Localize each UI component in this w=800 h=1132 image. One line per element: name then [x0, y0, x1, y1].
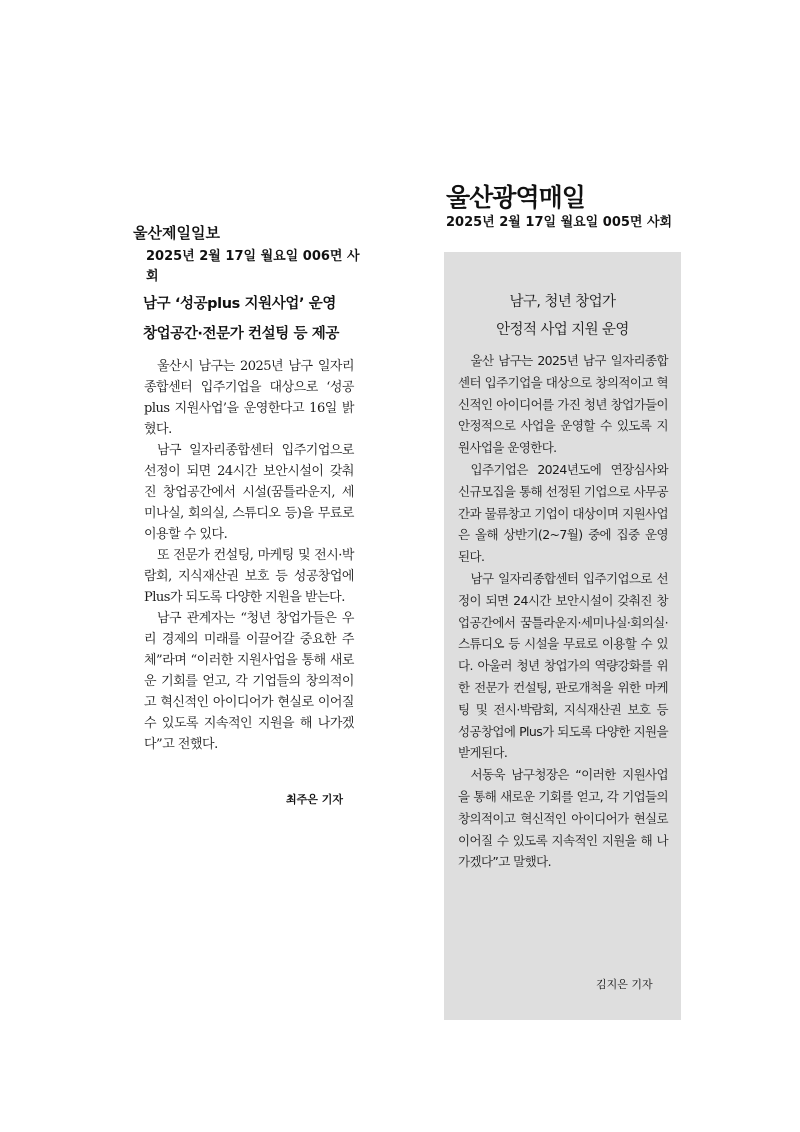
- right-byline: 김지은 기자: [596, 978, 653, 991]
- left-byline: 최주은 기자: [286, 793, 343, 806]
- left-date-line: 2025년 2월 17일 월요일 006면 사회: [146, 249, 360, 284]
- left-paragraph-3: 또 전문가 컨설팅, 마케팅 및 전시·박람회, 지식재산권 보호 등 성공창업에 Plus가 되도록 다양한 지원을 받는다.: [144, 548, 354, 605]
- right-newspaper-name: 울산광역매일: [446, 183, 585, 212]
- right-headline: [444, 288, 681, 344]
- right-headline-line1: 남구, 청년 창업가: [509, 294, 616, 310]
- right-date-line: 2025년 2월 17일 월요일 005면 사회: [446, 215, 673, 230]
- left-paragraph-4: 남구 관계자는 “청년 창업가들은 우리 경제의 미래를 이끌어갈 중요한 주체”라며 “이러한 지원사업을 통해 새로운 기회를 얻고, 각 기업들의 창의적이고 혁신적인 아이디어가 현실로 이어질 수 있도록 지속적인 지원을 해 나가겠다”고 전했다.: [144, 611, 354, 752]
- right-headline-line2: 안정적 사업 지원 운영: [496, 322, 629, 338]
- left-headline-line2: 창업공간·전문가 컨설팅 등 제공: [143, 326, 339, 342]
- right-article-box: [444, 252, 681, 1020]
- left-paragraph-1: 울산시 남구는 2025년 남구 일자리종합센터 입주기업을 대상으로 ‘성공plus 지원사업’을 운영한다고 16일 밝혔다.: [144, 359, 354, 437]
- right-paragraph-2: 입주기업은 2024년도에 연장심사와 신규모집을 통해 선정된 기업으로 사무공간과 물류창고 기업이 대상이며 지원사업은 올해 상반기(2~7월) 중에 집중 운영된다.: [458, 461, 668, 565]
- left-headline: [143, 289, 373, 349]
- left-headline-line1: 남구 ‘성공plus 지원사업’ 운영: [143, 296, 336, 312]
- right-article-body: [458, 350, 668, 873]
- left-article-body: [144, 356, 354, 755]
- left-paragraph-2: 남구 일자리종합센터 입주기업으로 선정이 되면 24시간 보안시설이 갖춰진 창업공간에서 시설(꿈틀라운지, 세미나실, 회의실, 스튜디오 등)을 무료로 이용할 수 있다.: [144, 443, 354, 542]
- right-paragraph-4: 서동욱 남구청장은 “이러한 지원사업을 통해 새로운 기회를 얻고, 각 기업들의 창의적이고 혁신적인 아이디어가 현실로 이어질 수 있도록 지속적인 지원을 해 나가겠다”고 말했다.: [458, 767, 668, 870]
- right-paragraph-3: 남구 일자리종합센터 입주기업으로 선정이 되면 24시간 보안시설이 갖춰진 창업공간에서 꿈틀라운지·세미나실·회의실·스튜디오 등 시설을 무료로 이용할 수 있다. 아울러 청년 창업가의 역량강화를 위한 전문가 컨설팅, 판로개척을 위한 마케팅 및 전시·박람회, 지식재산권 보호 등 성공창업에 Plus가 되도록 다양한 지원을 받게된다.: [458, 570, 668, 761]
- left-newspaper-name: 울산제일일보: [133, 224, 220, 242]
- right-paragraph-1: 울산 남구는 2025년 남구 일자리종합센터 입주기업을 대상으로 창의적이고 혁신적인 아이디어를 가진 청년 창업가들이 안정적으로 사업을 운영할 수 있도록 지원사업을 운영한다.: [458, 353, 668, 456]
